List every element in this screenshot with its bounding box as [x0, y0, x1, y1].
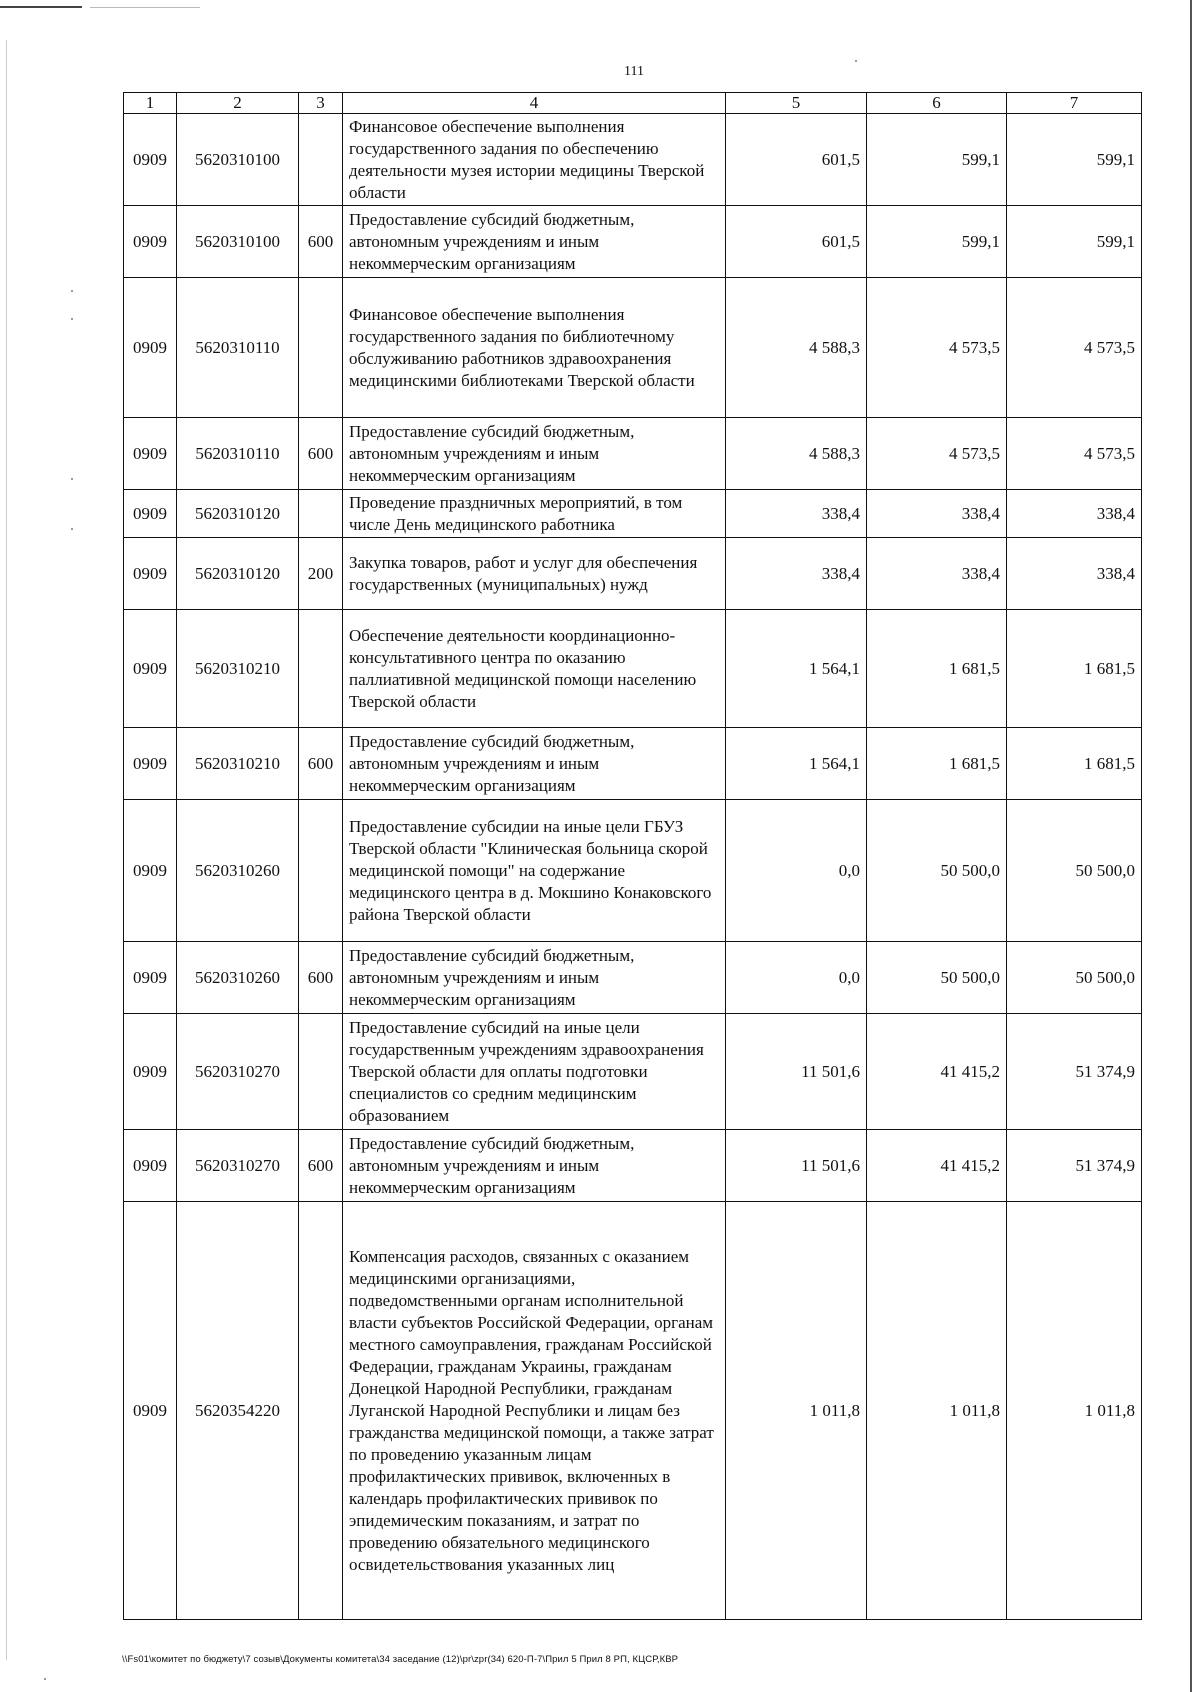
- cell-code: 5620310210: [177, 610, 299, 728]
- cell-section: 0909: [124, 278, 177, 418]
- footer-file-path: \\Fs01\комитет по бюджету\7 созыв\Документы комитета\34 заседание (12)\pr\zpr(34) 620-П-7\Прил 5 Прил 8 РП, КЦСР,КВР: [122, 1654, 679, 1665]
- column-number-row: [124, 93, 1142, 114]
- cell-amount-1: 601,5: [726, 114, 867, 206]
- cell-section: 0909: [124, 114, 177, 206]
- cell-expense-type: [299, 800, 343, 942]
- cell-description: Предоставление субсидий бюджетным, автономным учреждениям и иным некоммерческим организациям: [343, 206, 726, 278]
- cell-amount-3: 338,4: [1007, 490, 1142, 538]
- cell-code: 5620310210: [177, 728, 299, 800]
- cell-expense-type: 600: [299, 206, 343, 278]
- cell-amount-2: 4 573,5: [867, 278, 1007, 418]
- cell-section: 0909: [124, 490, 177, 538]
- cell-code: 5620310110: [177, 278, 299, 418]
- table-row: [124, 728, 1142, 800]
- cell-code: 5620354220: [177, 1202, 299, 1620]
- cell-amount-2: 41 415,2: [867, 1014, 1007, 1130]
- scan-speck: [44, 1678, 46, 1680]
- table-row: [124, 538, 1142, 610]
- cell-expense-type: 600: [299, 418, 343, 490]
- cell-amount-1: 338,4: [726, 538, 867, 610]
- cell-expense-type: [299, 1014, 343, 1130]
- column-header-4: 4: [343, 93, 726, 114]
- table-row: [124, 1014, 1142, 1130]
- scan-speck: [855, 60, 857, 62]
- page-number: 111: [624, 64, 644, 79]
- cell-section: 0909: [124, 538, 177, 610]
- table-row: [124, 418, 1142, 490]
- cell-amount-3: 4 573,5: [1007, 278, 1142, 418]
- cell-amount-1: 11 501,6: [726, 1014, 867, 1130]
- cell-amount-2: 338,4: [867, 538, 1007, 610]
- cell-amount-1: 4 588,3: [726, 278, 867, 418]
- cell-expense-type: 600: [299, 728, 343, 800]
- budget-table: [123, 92, 1142, 1620]
- scan-edge-top-faint: [90, 7, 200, 8]
- cell-description: Предоставление субсидий бюджетным, автономным учреждениям и иным некоммерческим организациям: [343, 1130, 726, 1202]
- cell-amount-3: 50 500,0: [1007, 800, 1142, 942]
- cell-description: Проведение праздничных мероприятий, в том числе День медицинского работника: [343, 490, 726, 538]
- cell-amount-3: 1 011,8: [1007, 1202, 1142, 1620]
- cell-code: 5620310120: [177, 490, 299, 538]
- cell-amount-3: 599,1: [1007, 206, 1142, 278]
- cell-amount-3: 51 374,9: [1007, 1014, 1142, 1130]
- cell-description: Компенсация расходов, связанных с оказанием медицинскими организациями, подведомственными органам исполнительной власти субъектов Российской Федерации, органам местного самоуправления, гражданам Российской Федерации, гражданам Украины, гражданам Донецкой Народной Республики, гражданам Луганской Народной Республики и лицам без гражданства медицинской помощи, а также затрат по проведению указанным лицам профилактических прививок, включенных в календарь профилактических прививок по эпидемическим показаниям, и затрат по проведению обязательного медицинского освидетельствования указанных лиц: [343, 1202, 726, 1620]
- column-header-3: 3: [299, 93, 343, 114]
- table-row: [124, 1202, 1142, 1620]
- cell-amount-1: 11 501,6: [726, 1130, 867, 1202]
- cell-amount-2: 41 415,2: [867, 1130, 1007, 1202]
- cell-section: 0909: [124, 1202, 177, 1620]
- scan-edge-top: [0, 6, 82, 8]
- cell-description: Предоставление субсидии на иные цели ГБУЗ Тверской области "Клиническая больница скорой медицинской помощи" на содержание медицинского центра в д. Мокшино Конаковского района Тверской области: [343, 800, 726, 942]
- column-header-6: 6: [867, 93, 1007, 114]
- cell-amount-1: 0,0: [726, 800, 867, 942]
- table-row: [124, 114, 1142, 206]
- cell-expense-type: [299, 278, 343, 418]
- cell-amount-2: 4 573,5: [867, 418, 1007, 490]
- scan-speck: [71, 318, 73, 320]
- cell-expense-type: [299, 1202, 343, 1620]
- cell-description: Предоставление субсидий бюджетным, автономным учреждениям и иным некоммерческим организациям: [343, 728, 726, 800]
- cell-code: 5620310260: [177, 942, 299, 1014]
- cell-section: 0909: [124, 418, 177, 490]
- scan-speck: [71, 528, 73, 530]
- cell-description: Предоставление субсидий бюджетным, автономным учреждениям и иным некоммерческим организациям: [343, 418, 726, 490]
- cell-amount-2: 1 681,5: [867, 728, 1007, 800]
- cell-section: 0909: [124, 206, 177, 278]
- cell-description: Финансовое обеспечение выполнения государственного задания по обеспечению деятельности музея истории медицины Тверской области: [343, 114, 726, 206]
- cell-expense-type: [299, 490, 343, 538]
- cell-description: Предоставление субсидий на иные цели государственным учреждениям здравоохранения Тверской области для оплаты подготовки специалистов со средним медицинским образованием: [343, 1014, 726, 1130]
- cell-code: 5620310100: [177, 114, 299, 206]
- cell-section: 0909: [124, 800, 177, 942]
- cell-amount-1: 338,4: [726, 490, 867, 538]
- cell-amount-1: 0,0: [726, 942, 867, 1014]
- cell-section: 0909: [124, 1014, 177, 1130]
- column-header-2: 2: [177, 93, 299, 114]
- cell-amount-2: 1 011,8: [867, 1202, 1007, 1620]
- cell-section: 0909: [124, 610, 177, 728]
- table-row: [124, 206, 1142, 278]
- table-row: [124, 1130, 1142, 1202]
- cell-amount-1: 1 564,1: [726, 728, 867, 800]
- cell-code: 5620310120: [177, 538, 299, 610]
- cell-amount-2: 1 681,5: [867, 610, 1007, 728]
- cell-code: 5620310270: [177, 1014, 299, 1130]
- scan-speck: [71, 478, 73, 480]
- cell-expense-type: 600: [299, 942, 343, 1014]
- cell-description: Закупка товаров, работ и услуг для обеспечения государственных (муниципальных) нужд: [343, 538, 726, 610]
- cell-amount-3: 338,4: [1007, 538, 1142, 610]
- cell-expense-type: [299, 610, 343, 728]
- cell-description: Финансовое обеспечение выполнения государственного задания по библиотечному обслуживанию работников здравоохранения медицинскими библиотеками Тверской области: [343, 278, 726, 418]
- cell-amount-2: 599,1: [867, 114, 1007, 206]
- cell-description: Предоставление субсидий бюджетным, автономным учреждениям и иным некоммерческим организациям: [343, 942, 726, 1014]
- table-row: [124, 610, 1142, 728]
- cell-amount-2: 599,1: [867, 206, 1007, 278]
- cell-section: 0909: [124, 1130, 177, 1202]
- cell-amount-1: 1 011,8: [726, 1202, 867, 1620]
- cell-amount-2: 50 500,0: [867, 800, 1007, 942]
- cell-amount-3: 599,1: [1007, 114, 1142, 206]
- scan-speck: [71, 290, 73, 292]
- table-row: [124, 278, 1142, 418]
- column-header-7: 7: [1007, 93, 1142, 114]
- cell-amount-3: 51 374,9: [1007, 1130, 1142, 1202]
- cell-amount-2: 338,4: [867, 490, 1007, 538]
- cell-amount-1: 1 564,1: [726, 610, 867, 728]
- cell-code: 5620310260: [177, 800, 299, 942]
- cell-section: 0909: [124, 942, 177, 1014]
- scan-edge-right: [1190, 0, 1192, 1692]
- table-row: [124, 490, 1142, 538]
- cell-code: 5620310270: [177, 1130, 299, 1202]
- cell-section: 0909: [124, 728, 177, 800]
- cell-expense-type: 200: [299, 538, 343, 610]
- scan-edge-left: [6, 40, 7, 1660]
- table-row: [124, 800, 1142, 942]
- cell-amount-3: 4 573,5: [1007, 418, 1142, 490]
- cell-expense-type: 600: [299, 1130, 343, 1202]
- cell-description: Обеспечение деятельности координационно-консультативного центра по оказанию паллиативной медицинской помощи населению Тверской области: [343, 610, 726, 728]
- cell-expense-type: [299, 114, 343, 206]
- cell-code: 5620310100: [177, 206, 299, 278]
- cell-amount-1: 601,5: [726, 206, 867, 278]
- table-row: [124, 942, 1142, 1014]
- column-header-5: 5: [726, 93, 867, 114]
- cell-amount-2: 50 500,0: [867, 942, 1007, 1014]
- cell-amount-3: 1 681,5: [1007, 610, 1142, 728]
- column-header-1: 1: [124, 93, 177, 114]
- cell-amount-3: 1 681,5: [1007, 728, 1142, 800]
- cell-amount-3: 50 500,0: [1007, 942, 1142, 1014]
- cell-code: 5620310110: [177, 418, 299, 490]
- cell-amount-1: 4 588,3: [726, 418, 867, 490]
